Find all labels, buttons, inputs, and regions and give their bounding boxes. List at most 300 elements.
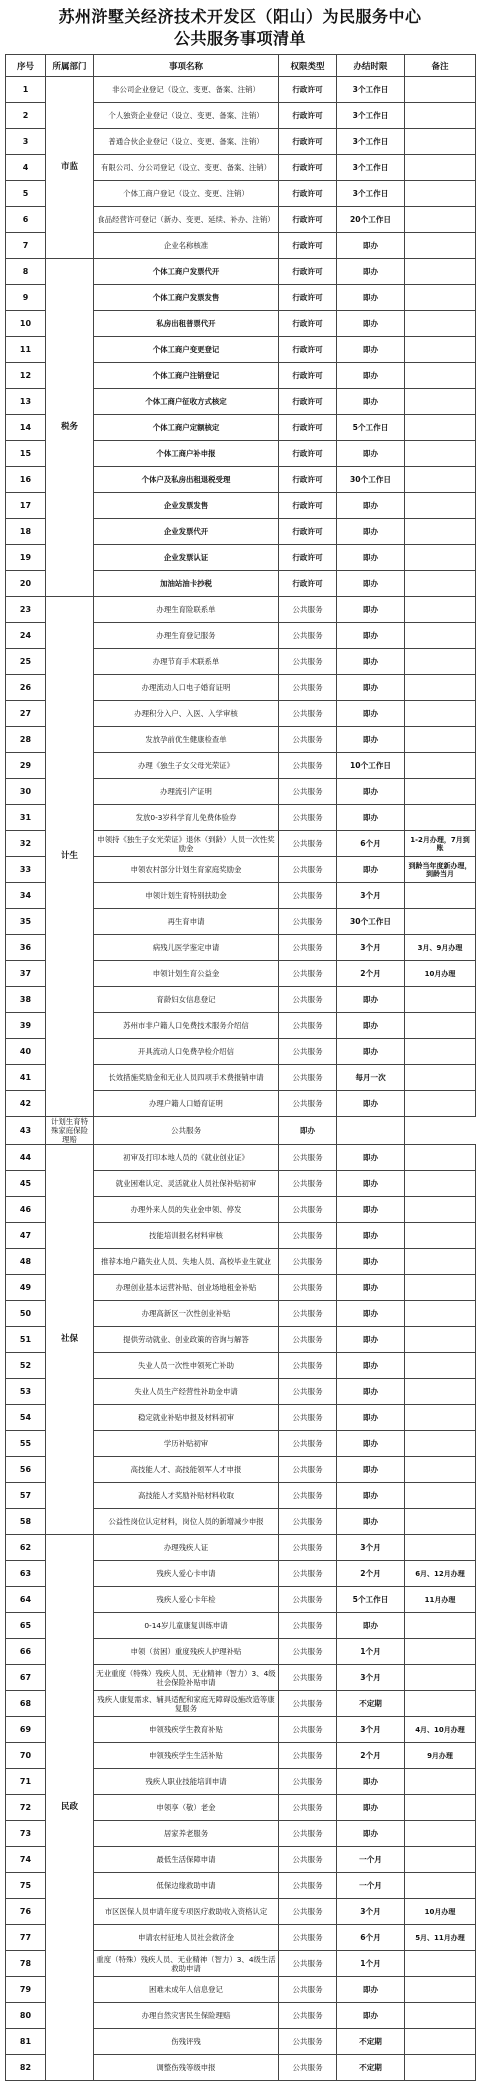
row-name: 办理流引产证明 xyxy=(94,779,279,805)
table-row xyxy=(6,77,476,103)
row-time: 即办 xyxy=(337,1249,405,1275)
row-seq: 51 xyxy=(6,1327,46,1353)
table-row xyxy=(6,1117,476,1145)
row-type: 行政许可 xyxy=(279,363,337,389)
row-seq: 9 xyxy=(6,285,46,311)
row-time: 6个月 xyxy=(337,831,405,857)
row-time: 不定期 xyxy=(337,1691,405,1717)
row-note xyxy=(405,1039,476,1065)
row-name: 重度（特殊）残疾人员、无业精神（智力）3、4级生活救助申请 xyxy=(94,1951,279,1977)
row-note xyxy=(405,363,476,389)
header-seq: 序号 xyxy=(6,55,46,77)
row-name: 苏州市非户籍人口免费技术服务介绍信 xyxy=(94,1013,279,1039)
row-name: 加油站油卡抄税 xyxy=(94,571,279,597)
row-name: 办理生育险联系单 xyxy=(94,597,279,623)
row-type: 行政许可 xyxy=(279,155,337,181)
row-note xyxy=(405,1847,476,1873)
row-name: 申领残疾学生生活补贴 xyxy=(94,1743,279,1769)
row-type: 公共服务 xyxy=(279,1743,337,1769)
row-note xyxy=(405,1065,476,1091)
row-type: 公共服务 xyxy=(279,1275,337,1301)
row-type: 公共服务 xyxy=(279,597,337,623)
row-time: 1个月 xyxy=(337,1639,405,1665)
row-time: 即办 xyxy=(337,1039,405,1065)
row-time: 即办 xyxy=(337,1821,405,1847)
row-time: 即办 xyxy=(337,649,405,675)
row-name: 市区医保人员申请年度专项医疗救助收入资格认定 xyxy=(94,1899,279,1925)
row-seq: 25 xyxy=(6,649,46,675)
row-note xyxy=(405,1639,476,1665)
row-time: 即办 xyxy=(337,1457,405,1483)
row-type: 公共服务 xyxy=(279,909,337,935)
row-name: 非公司企业登记（设立、变更、备案、注销） xyxy=(94,77,279,103)
row-time: 不定期 xyxy=(337,2055,405,2081)
row-type: 公共服务 xyxy=(279,1197,337,1223)
row-name: 个体工商户登记（设立、变更、注销） xyxy=(94,181,279,207)
document-title-line-1: 苏州浒墅关经济技术开发区（阳山）为民服务中心 xyxy=(58,7,422,26)
row-name: 最低生活保障申请 xyxy=(94,1847,279,1873)
row-seq: 12 xyxy=(6,363,46,389)
row-seq: 27 xyxy=(6,701,46,727)
row-seq: 8 xyxy=(6,259,46,285)
row-seq: 3 xyxy=(6,129,46,155)
row-time: 即办 xyxy=(337,1431,405,1457)
row-type: 公共服务 xyxy=(279,649,337,675)
row-time: 即办 xyxy=(337,1769,405,1795)
row-seq: 69 xyxy=(6,1717,46,1743)
row-time: 即办 xyxy=(337,2003,405,2029)
row-seq: 33 xyxy=(6,857,46,883)
row-seq: 30 xyxy=(6,779,46,805)
row-name: 申领（贫困）重度残疾人护理补贴 xyxy=(94,1639,279,1665)
row-time: 2个月 xyxy=(337,961,405,987)
row-time: 即办 xyxy=(337,337,405,363)
row-time: 即办 xyxy=(337,1301,405,1327)
row-note xyxy=(405,1951,476,1977)
row-time: 即办 xyxy=(337,493,405,519)
row-name: 申请农村征地人员社会救济金 xyxy=(94,1925,279,1951)
row-name: 推荐本地户籍失业人员、失地人员、高校毕业生就业 xyxy=(94,1249,279,1275)
row-note xyxy=(405,207,476,233)
row-time: 即办 xyxy=(337,545,405,571)
row-seq: 55 xyxy=(6,1431,46,1457)
row-seq: 45 xyxy=(6,1171,46,1197)
row-type: 行政许可 xyxy=(279,103,337,129)
row-name: 个人独资企业登记（设立、变更、备案、注销） xyxy=(94,103,279,129)
row-note xyxy=(405,259,476,285)
row-type: 公共服务 xyxy=(279,857,337,883)
row-seq: 28 xyxy=(6,727,46,753)
row-note xyxy=(405,1483,476,1509)
row-type: 行政许可 xyxy=(279,285,337,311)
row-name: 再生育申请 xyxy=(94,909,279,935)
row-type: 公共服务 xyxy=(279,1039,337,1065)
row-time: 即办 xyxy=(337,1197,405,1223)
row-type: 公共服务 xyxy=(279,701,337,727)
row-type: 行政许可 xyxy=(279,311,337,337)
row-note xyxy=(405,779,476,805)
row-name: 计划生育特殊家庭保险理赔 xyxy=(46,1117,94,1145)
row-type: 公共服务 xyxy=(279,1457,337,1483)
row-note xyxy=(337,1117,405,1145)
row-note: 6月、12月办理 xyxy=(405,1561,476,1587)
row-seq: 49 xyxy=(6,1275,46,1301)
row-type: 公共服务 xyxy=(279,675,337,701)
row-name: 高技能人才、高技能领军人才申报 xyxy=(94,1457,279,1483)
row-seq: 6 xyxy=(6,207,46,233)
row-name: 个体工商户注销登记 xyxy=(94,363,279,389)
row-type: 公共服务 xyxy=(279,1353,337,1379)
row-time: 即办 xyxy=(337,1353,405,1379)
document-page xyxy=(5,0,475,2081)
row-note xyxy=(405,1327,476,1353)
row-name: 私房出租普票代开 xyxy=(94,311,279,337)
row-type: 公共服务 xyxy=(279,987,337,1013)
row-seq: 24 xyxy=(6,623,46,649)
row-note: 1-2月办理，7月到账 xyxy=(405,831,476,857)
row-note xyxy=(405,77,476,103)
row-time: 即办 xyxy=(337,285,405,311)
row-seq: 72 xyxy=(6,1795,46,1821)
row-seq: 50 xyxy=(6,1301,46,1327)
row-time: 即办 xyxy=(279,1117,337,1145)
row-time: 即办 xyxy=(337,1509,405,1535)
row-type: 公共服务 xyxy=(279,1223,337,1249)
row-note xyxy=(405,1145,476,1171)
row-time: 即办 xyxy=(337,363,405,389)
row-seq: 13 xyxy=(6,389,46,415)
row-type: 公共服务 xyxy=(279,2055,337,2081)
row-name: 居家养老服务 xyxy=(94,1821,279,1847)
row-time: 即办 xyxy=(337,987,405,1013)
row-dept: 税务 xyxy=(46,259,94,597)
row-seq: 19 xyxy=(6,545,46,571)
row-name: 办理《独生子女父母光荣证》 xyxy=(94,753,279,779)
table-row xyxy=(6,1145,476,1171)
row-note xyxy=(405,285,476,311)
row-name: 申领残疾学生教育补贴 xyxy=(94,1717,279,1743)
row-time: 3个月 xyxy=(337,1535,405,1561)
row-type: 公共服务 xyxy=(279,2029,337,2055)
row-time: 即办 xyxy=(337,675,405,701)
row-note xyxy=(405,1613,476,1639)
row-time: 即办 xyxy=(337,597,405,623)
row-time: 即办 xyxy=(337,727,405,753)
table-row xyxy=(6,1535,476,1561)
row-type: 公共服务 xyxy=(279,935,337,961)
row-note xyxy=(405,2055,476,2081)
row-time: 即办 xyxy=(337,701,405,727)
row-note xyxy=(405,467,476,493)
row-note xyxy=(405,103,476,129)
row-name: 办理积分入户、入医、入学审核 xyxy=(94,701,279,727)
row-type: 公共服务 xyxy=(279,1535,337,1561)
row-time: 即办 xyxy=(337,1223,405,1249)
row-seq: 53 xyxy=(6,1379,46,1405)
row-name: 伤残评残 xyxy=(94,2029,279,2055)
row-note xyxy=(405,1275,476,1301)
row-time: 每月一次 xyxy=(337,1065,405,1091)
row-note xyxy=(405,701,476,727)
row-type: 公共服务 xyxy=(279,1639,337,1665)
table-header-row xyxy=(6,55,476,77)
row-name: 办理户籍人口婚育证明 xyxy=(94,1091,279,1117)
row-type: 公共服务 xyxy=(279,1665,337,1691)
row-type: 公共服务 xyxy=(279,1561,337,1587)
row-type: 公共服务 xyxy=(279,2003,337,2029)
row-seq: 20 xyxy=(6,571,46,597)
row-seq: 46 xyxy=(6,1197,46,1223)
row-note xyxy=(405,649,476,675)
table-row xyxy=(6,597,476,623)
row-seq: 16 xyxy=(6,467,46,493)
row-note xyxy=(405,1457,476,1483)
row-name: 办理生育登记服务 xyxy=(94,623,279,649)
row-type: 行政许可 xyxy=(279,259,337,285)
row-note xyxy=(405,1535,476,1561)
row-time: 即办 xyxy=(337,1171,405,1197)
row-name: 申领计划生育公益金 xyxy=(94,961,279,987)
row-seq: 62 xyxy=(6,1535,46,1561)
row-time: 即办 xyxy=(337,311,405,337)
row-note xyxy=(405,1353,476,1379)
row-name: 低保边缘救助申请 xyxy=(94,1873,279,1899)
row-name: 个体户及私房出租退税受理 xyxy=(94,467,279,493)
row-note xyxy=(405,805,476,831)
row-name: 申领享（敬）老金 xyxy=(94,1795,279,1821)
row-seq: 1 xyxy=(6,77,46,103)
row-name: 个体工商户发票发售 xyxy=(94,285,279,311)
row-dept: 计生 xyxy=(46,597,94,1117)
row-time: 3个月 xyxy=(337,1665,405,1691)
row-seq: 67 xyxy=(6,1665,46,1691)
row-time: 即办 xyxy=(337,441,405,467)
row-note xyxy=(405,441,476,467)
row-time: 即办 xyxy=(337,233,405,259)
row-dept: 民政 xyxy=(46,1535,94,2081)
row-time: 即办 xyxy=(337,779,405,805)
row-type: 公共服务 xyxy=(279,1509,337,1535)
row-seq: 26 xyxy=(6,675,46,701)
row-type: 公共服务 xyxy=(279,1483,337,1509)
row-note xyxy=(405,1249,476,1275)
row-time: 即办 xyxy=(337,1013,405,1039)
row-seq: 68 xyxy=(6,1691,46,1717)
row-type: 公共服务 xyxy=(279,1899,337,1925)
row-type: 公共服务 xyxy=(279,1587,337,1613)
row-time: 3个月 xyxy=(337,1899,405,1925)
row-seq: 76 xyxy=(6,1899,46,1925)
row-seq: 41 xyxy=(6,1065,46,1091)
row-note xyxy=(405,1223,476,1249)
row-seq: 5 xyxy=(6,181,46,207)
row-seq: 43 xyxy=(6,1117,46,1145)
row-type: 公共服务 xyxy=(279,1951,337,1977)
row-seq: 2 xyxy=(6,103,46,129)
row-name: 办理流动人口电子婚育证明 xyxy=(94,675,279,701)
row-type: 行政许可 xyxy=(279,337,337,363)
row-name: 申领农村部分计划生育家庭奖励金 xyxy=(94,857,279,883)
row-seq: 7 xyxy=(6,233,46,259)
row-type: 公共服务 xyxy=(279,1821,337,1847)
row-note xyxy=(405,1795,476,1821)
row-type: 公共服务 xyxy=(279,1171,337,1197)
row-seq: 11 xyxy=(6,337,46,363)
row-name: 个体工商户补申报 xyxy=(94,441,279,467)
row-note xyxy=(405,675,476,701)
row-name: 学历补贴初审 xyxy=(94,1431,279,1457)
row-seq: 78 xyxy=(6,1951,46,1977)
row-seq: 15 xyxy=(6,441,46,467)
row-note xyxy=(405,1301,476,1327)
row-name: 育龄妇女信息登记 xyxy=(94,987,279,1013)
row-name: 企业发票认证 xyxy=(94,545,279,571)
row-seq: 32 xyxy=(6,831,46,857)
row-time: 即办 xyxy=(337,623,405,649)
row-seq: 48 xyxy=(6,1249,46,1275)
row-name: 企业发票发售 xyxy=(94,493,279,519)
row-name: 初审及打印本地人员的《就业创业证》 xyxy=(94,1145,279,1171)
row-time: 即办 xyxy=(337,1483,405,1509)
row-name: 残疾人职业技能培训申请 xyxy=(94,1769,279,1795)
row-note xyxy=(405,493,476,519)
row-type: 公共服务 xyxy=(279,883,337,909)
row-seq: 74 xyxy=(6,1847,46,1873)
row-time: 即办 xyxy=(337,1275,405,1301)
row-type: 行政许可 xyxy=(279,129,337,155)
row-time: 30个工作日 xyxy=(337,909,405,935)
row-note: 9月办理 xyxy=(405,1743,476,1769)
row-seq: 71 xyxy=(6,1769,46,1795)
row-seq: 44 xyxy=(6,1145,46,1171)
row-name: 个体工商户定额核定 xyxy=(94,415,279,441)
row-note xyxy=(405,571,476,597)
row-seq: 4 xyxy=(6,155,46,181)
row-note xyxy=(405,1821,476,1847)
row-dept: 社保 xyxy=(46,1145,94,1535)
row-name: 长效措施奖励金和无业人员四项手术费报销申请 xyxy=(94,1065,279,1091)
row-name: 调整伤残等级申报 xyxy=(94,2055,279,2081)
row-name: 残疾人康复需求、辅具适配和家庭无障碍设施改造等康复服务 xyxy=(94,1691,279,1717)
row-note: 4月、10月办理 xyxy=(405,1717,476,1743)
row-note xyxy=(405,597,476,623)
row-seq: 14 xyxy=(6,415,46,441)
row-type: 公共服务 xyxy=(279,1065,337,1091)
service-items-table xyxy=(5,54,476,2081)
row-time: 10个工作日 xyxy=(337,753,405,779)
row-time: 即办 xyxy=(337,259,405,285)
header-note: 备注 xyxy=(405,55,476,77)
row-seq: 75 xyxy=(6,1873,46,1899)
row-note xyxy=(405,311,476,337)
row-seq: 56 xyxy=(6,1457,46,1483)
row-seq: 23 xyxy=(6,597,46,623)
row-type: 公共服务 xyxy=(279,1613,337,1639)
header-type: 权限类型 xyxy=(279,55,337,77)
row-type: 公共服务 xyxy=(279,1925,337,1951)
row-time: 3个工作日 xyxy=(337,155,405,181)
row-note xyxy=(405,1431,476,1457)
row-name: 普通合伙企业登记（设立、变更、备案、注销） xyxy=(94,129,279,155)
row-time: 一个月 xyxy=(337,1873,405,1899)
row-seq: 40 xyxy=(6,1039,46,1065)
row-type: 公共服务 xyxy=(279,1717,337,1743)
row-seq: 31 xyxy=(6,805,46,831)
row-note xyxy=(405,233,476,259)
row-seq: 18 xyxy=(6,519,46,545)
row-type: 公共服务 xyxy=(279,1145,337,1171)
row-type: 行政许可 xyxy=(279,389,337,415)
row-name: 企业发票代开 xyxy=(94,519,279,545)
row-seq: 17 xyxy=(6,493,46,519)
row-name: 办理外来人员的失业金申领、停发 xyxy=(94,1197,279,1223)
row-time: 即办 xyxy=(337,1977,405,2003)
row-type: 行政许可 xyxy=(279,415,337,441)
row-type: 公共服务 xyxy=(279,753,337,779)
row-time: 3个工作日 xyxy=(337,77,405,103)
row-name: 申领计划生育特别扶助金 xyxy=(94,883,279,909)
row-type: 行政许可 xyxy=(279,233,337,259)
row-time: 2个月 xyxy=(337,1561,405,1587)
row-note xyxy=(405,1873,476,1899)
row-type: 公共服务 xyxy=(279,1795,337,1821)
row-seq: 37 xyxy=(6,961,46,987)
row-time: 即办 xyxy=(337,805,405,831)
row-note xyxy=(405,1091,476,1117)
row-name: 个体工商户变更登记 xyxy=(94,337,279,363)
row-time: 一个月 xyxy=(337,1847,405,1873)
row-time: 即办 xyxy=(337,571,405,597)
row-time: 3个月 xyxy=(337,883,405,909)
row-seq: 79 xyxy=(6,1977,46,2003)
row-name: 稳定就业补贴申报及材料初审 xyxy=(94,1405,279,1431)
row-time: 即办 xyxy=(337,1327,405,1353)
row-name: 发放孕前优生健康检查单 xyxy=(94,727,279,753)
row-seq: 77 xyxy=(6,1925,46,1951)
row-seq: 47 xyxy=(6,1223,46,1249)
row-name: 食品经营许可登记（新办、变更、延续、补办、注销） xyxy=(94,207,279,233)
row-note: 10月办理 xyxy=(405,961,476,987)
row-seq: 29 xyxy=(6,753,46,779)
row-time: 即办 xyxy=(337,1405,405,1431)
row-type: 行政许可 xyxy=(279,77,337,103)
row-note xyxy=(405,545,476,571)
table-row xyxy=(6,259,476,285)
row-seq: 36 xyxy=(6,935,46,961)
row-type: 行政许可 xyxy=(279,467,337,493)
row-name: 办理自然灾害民生保险理赔 xyxy=(94,2003,279,2029)
row-name: 开具流动人口免费孕检介绍信 xyxy=(94,1039,279,1065)
row-name: 个体工商户发票代开 xyxy=(94,259,279,285)
row-type: 公共服务 xyxy=(279,623,337,649)
row-name: 办理创业基本运营补贴、创业场地租金补贴 xyxy=(94,1275,279,1301)
row-name: 高技能人才奖励补贴材料收取 xyxy=(94,1483,279,1509)
row-note xyxy=(405,1769,476,1795)
row-time: 即办 xyxy=(337,389,405,415)
row-type: 公共服务 xyxy=(94,1117,279,1145)
row-time: 3个工作日 xyxy=(337,103,405,129)
row-note: 10月办理 xyxy=(405,1899,476,1925)
row-type: 公共服务 xyxy=(279,1847,337,1873)
table-body xyxy=(6,77,476,2081)
row-time: 20个工作日 xyxy=(337,207,405,233)
row-name: 个体工商户征收方式核定 xyxy=(94,389,279,415)
row-type: 公共服务 xyxy=(279,1405,337,1431)
row-time: 即办 xyxy=(337,857,405,883)
row-type: 行政许可 xyxy=(279,519,337,545)
row-type: 行政许可 xyxy=(279,181,337,207)
row-time: 即办 xyxy=(337,1091,405,1117)
